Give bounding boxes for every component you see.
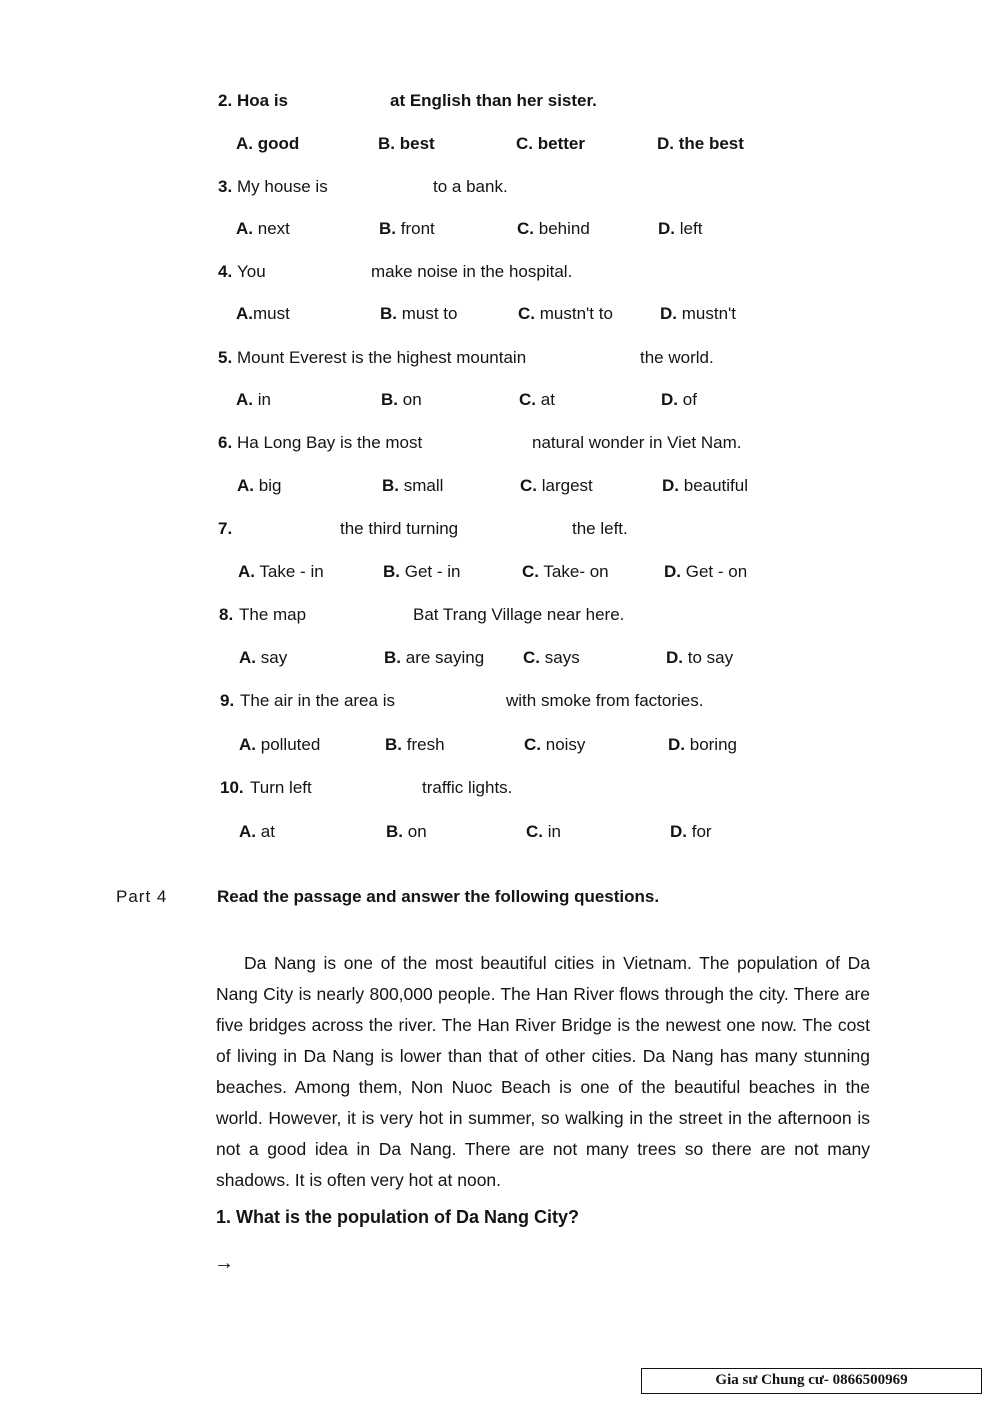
question-number: 7. (218, 519, 233, 538)
question-text-part: with smoke from factories. (506, 691, 704, 710)
option-text: left (679, 219, 703, 238)
option-letter: D. (658, 219, 675, 238)
option-letter: B. (381, 390, 398, 409)
question-text-part: at English than her sister. (390, 91, 597, 110)
option-b[interactable] (379, 218, 435, 240)
option-c[interactable] (522, 561, 609, 583)
question-number: 3. (218, 177, 233, 196)
option-text: must (253, 304, 290, 323)
option-text: for (691, 822, 712, 841)
option-c[interactable] (517, 218, 590, 240)
option-text: behind (538, 219, 590, 238)
option-b[interactable] (381, 389, 422, 411)
option-text: say (260, 648, 288, 667)
option-a[interactable] (238, 561, 324, 583)
option-text: mustn't (681, 304, 736, 323)
option-letter: A. (239, 735, 256, 754)
option-b[interactable] (383, 561, 460, 583)
option-letter: D. (660, 304, 677, 323)
question-text-part: traffic lights. (422, 778, 513, 797)
option-letter: B. (380, 304, 397, 323)
option-a[interactable] (236, 303, 290, 325)
option-d[interactable] (662, 475, 748, 497)
option-a[interactable] (236, 389, 271, 411)
option-letter: B. (385, 735, 402, 754)
option-letter: A. (236, 134, 253, 153)
option-a[interactable] (239, 647, 287, 669)
option-c[interactable] (526, 821, 561, 843)
option-letter: C. (524, 735, 541, 754)
question-text-part: to a bank. (433, 177, 508, 196)
option-text: Get - on (685, 562, 748, 581)
option-b[interactable] (382, 475, 443, 497)
question-text-part: Bat Trang Village near here. (413, 605, 625, 624)
question-text-part: the left. (572, 519, 628, 538)
option-text: of (682, 390, 697, 409)
option-letter: C. (522, 562, 539, 581)
option-a[interactable] (236, 218, 290, 240)
option-letter: A. (236, 304, 253, 323)
question-text-part: The air in the area is (240, 691, 395, 710)
option-letter: D. (670, 822, 687, 841)
option-text: Get - in (404, 562, 461, 581)
option-text: polluted (260, 735, 321, 754)
question-text-part: the world. (640, 348, 714, 367)
option-letter: D. (661, 390, 678, 409)
option-letter: C. (526, 822, 543, 841)
option-letter: A. (239, 822, 256, 841)
question-text-part: Turn left (250, 778, 312, 797)
option-d[interactable] (660, 303, 736, 325)
option-text: small (403, 476, 444, 495)
question-text-part: natural wonder in Viet Nam. (532, 433, 742, 452)
option-letter: B. (379, 219, 396, 238)
option-text: mustn't to (539, 304, 613, 323)
question-number: 4. (218, 262, 233, 281)
option-text: at (260, 822, 275, 841)
question-text-part: the third turning (340, 519, 459, 538)
part-instruction: Read the passage and answer the following questions. (217, 887, 660, 906)
option-b[interactable] (386, 821, 427, 843)
option-d[interactable] (666, 647, 733, 669)
option-letter: D. (668, 735, 685, 754)
option-letter: C. (523, 648, 540, 667)
question-text-part: My house is (237, 177, 328, 196)
option-d[interactable] (668, 734, 737, 756)
option-a[interactable] (237, 475, 281, 497)
option-d[interactable] (658, 218, 702, 240)
question-number: 2. (218, 91, 233, 110)
option-text: on (402, 390, 422, 409)
option-text: next (257, 219, 290, 238)
option-text: are saying (405, 648, 485, 667)
option-d[interactable] (657, 133, 744, 155)
option-a[interactable] (239, 734, 320, 756)
option-text: good (257, 134, 300, 153)
option-text: in (547, 822, 561, 841)
question-text-part: Hoa is (237, 91, 289, 110)
option-letter: A. (236, 219, 253, 238)
option-text: Take- on (543, 562, 609, 581)
option-text: noisy (545, 735, 586, 754)
option-letter: B. (386, 822, 403, 841)
question-number: 5. (218, 348, 233, 367)
reading-passage: Da Nang is one of the most beautiful cities in Vietnam. The population of Da Nang City is nearly 800,000 people. The Han River flows through the city. There are five bridges across the river. The Han River Bridge is the newest one now. The cost of living in Da Nang is lower than that of other cities. Da Nang has many stunning beaches. Among them, Non Nuoc Beach is one of the beautiful beaches in the world. However, it is very hot in summer, so walking in the street in the afternoon is not a good idea in Da Nang. There are not many trees so there are not many shadows. It is often very hot at noon. (216, 953, 870, 1190)
option-text: to say (687, 648, 734, 667)
question-text-part: Ha Long Bay is the most (237, 433, 423, 452)
option-text: says (544, 648, 580, 667)
option-d[interactable] (661, 389, 697, 411)
question-text-part: make noise in the hospital. (371, 262, 573, 281)
option-letter: B. (383, 562, 400, 581)
option-text: largest (541, 476, 593, 495)
option-text: fresh (406, 735, 445, 754)
option-text: the best (678, 134, 744, 153)
option-letter: C. (518, 304, 535, 323)
question-number: 6. (218, 433, 233, 452)
part-label: Part 4 (116, 887, 168, 906)
option-letter: A. (239, 648, 256, 667)
option-a[interactable] (239, 821, 275, 843)
reading-question-1: 1. What is the population of Da Nang City? (216, 1207, 579, 1227)
option-d[interactable] (664, 561, 747, 583)
question-text-part: You (237, 262, 266, 281)
option-letter: B. (382, 476, 399, 495)
option-c[interactable] (518, 303, 613, 325)
option-letter: D. (664, 562, 681, 581)
option-text: on (407, 822, 427, 841)
option-b[interactable] (380, 303, 457, 325)
option-letter: A. (237, 476, 254, 495)
answer-arrow-icon: → (214, 1252, 234, 1274)
option-text: boring (689, 735, 737, 754)
option-d[interactable] (670, 821, 712, 843)
option-letter: A. (236, 390, 253, 409)
option-text: front (400, 219, 435, 238)
option-letter: A. (238, 562, 255, 581)
option-letter: B. (378, 134, 395, 153)
option-b[interactable] (384, 647, 484, 669)
option-c[interactable] (516, 133, 585, 155)
question-number: 9. (220, 691, 235, 710)
option-letter: C. (516, 134, 533, 153)
option-c[interactable] (524, 734, 585, 756)
option-letter: D. (657, 134, 674, 153)
question-number: 8. (219, 605, 234, 624)
option-text: Take - in (259, 562, 324, 581)
option-text: big (258, 476, 282, 495)
option-letter: D. (666, 648, 683, 667)
option-text: better (537, 134, 585, 153)
option-a[interactable] (236, 133, 299, 155)
option-b[interactable] (385, 734, 445, 756)
option-text: best (399, 134, 435, 153)
option-c[interactable] (523, 647, 580, 669)
question-text-part: Mount Everest is the highest mountain (237, 348, 527, 367)
option-letter: C. (520, 476, 537, 495)
option-letter: B. (384, 648, 401, 667)
option-b[interactable] (378, 133, 435, 155)
option-text: must to (401, 304, 458, 323)
question-number: 10. (220, 778, 244, 797)
option-text: at (540, 390, 555, 409)
option-text: in (257, 390, 271, 409)
question-text-part: The map (239, 605, 307, 624)
option-letter: D. (662, 476, 679, 495)
option-text: beautiful (683, 476, 749, 495)
option-letter: C. (517, 219, 534, 238)
footer-contact-box: Gia sư Chung cư- 0866500969 (641, 1368, 982, 1394)
option-letter: C. (519, 390, 536, 409)
option-c[interactable] (520, 475, 593, 497)
option-c[interactable] (519, 389, 555, 411)
